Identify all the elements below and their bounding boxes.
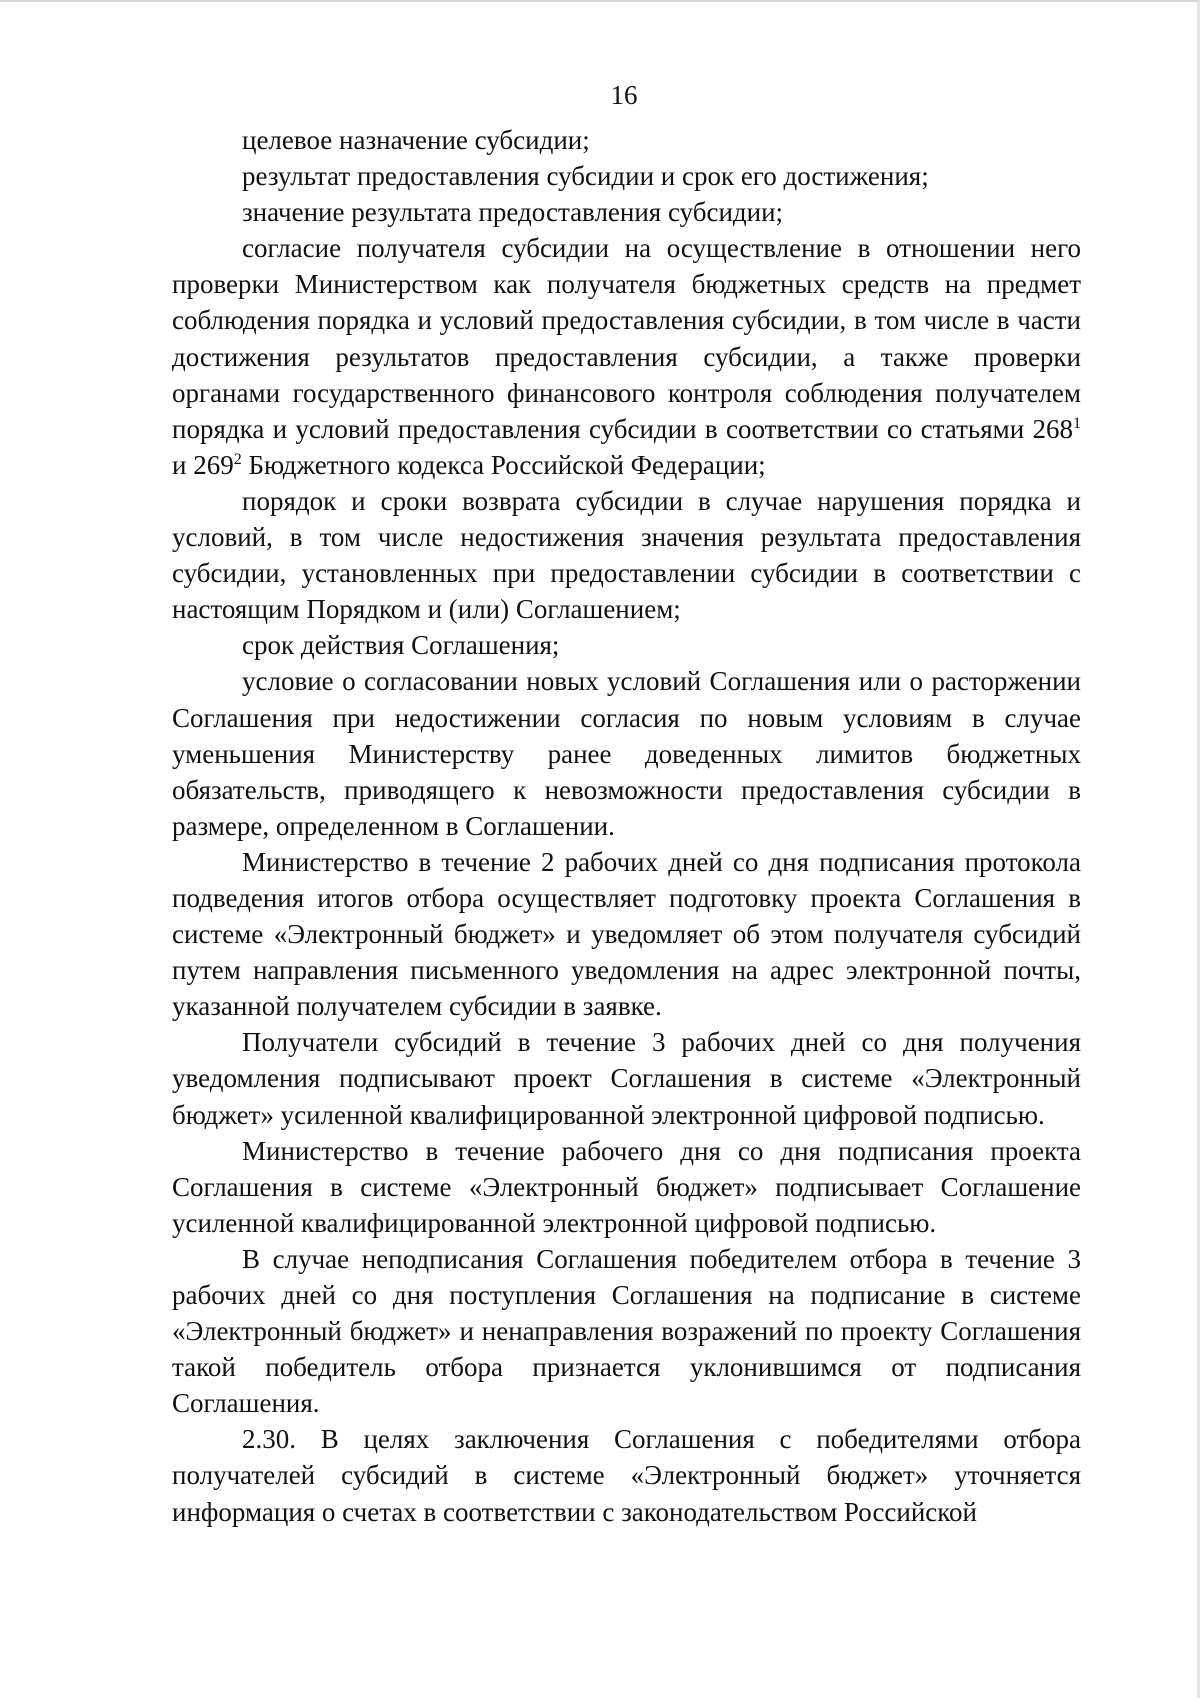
document-body bbox=[172, 122, 1081, 1530]
paragraph-target-purpose: целевое назначение субсидии; bbox=[242, 125, 590, 155]
paragraph-non-signing: В случае неподписания Соглашения победителем отбора в течение 3 рабочих дней со дня поступления Соглашения на подписание в системе «Электронный бюджет» и ненаправления возражений по проекту Соглашения такой победитель отбора признается уклонившимся от подписания Соглашения. bbox=[172, 1243, 1081, 1419]
paragraph-ministry-preparation: Министерство в течение 2 рабочих дней со дня подписания протокола подведения итогов отбора осуществляет подготовку проекта Соглашения в системе «Электронный бюджет» и уведомляет об этом получателя субсидий путем направления письменного уведомления на адрес электронной почты, указанной получателем субсидии в заявке. bbox=[172, 846, 1081, 1022]
paragraph-consent-to-audit bbox=[172, 230, 1081, 483]
page-number: 16 bbox=[610, 80, 638, 110]
paragraph-agreement-term: срок действия Соглашения; bbox=[242, 630, 560, 661]
paragraph-recipients-signing: Получатели субсидий в течение 3 рабочих дней со дня получения уведомления подписывают проект Соглашения в системе «Электронный бюджет» усиленной квалифицированной электронной цифровой подписью. bbox=[172, 1027, 1081, 1130]
paragraph-result-and-deadline: результат предоставления субсидии и срок его достижения; bbox=[242, 161, 929, 192]
paragraph-new-conditions: условие о согласовании новых условий Соглашения или о расторжении Соглашения при недостижении согласия по новым условиям в случае уменьшения Министерству ранее доведенных лимитов бюджетных обязательств, приводящего к невозможности предоставления субсидии в размере, определенном в Соглашении. bbox=[172, 666, 1081, 841]
consent-text-middle: и 269 bbox=[172, 449, 234, 480]
paragraph-section-2-30: 2.30. В целях заключения Соглашения с победителями отбора получателей субсидий в системе «Электронный бюджет» уточняется информация о счетах в соответствии с законодательством Российской bbox=[172, 1424, 1081, 1527]
paragraph-refund-procedure: порядок и сроки возврата субсидии в случае нарушения порядка и условий, в том числе недостижения значения результата предоставления субсидии, установленных при предоставлении субсидии в соответствии с настоящим Порядком и (или) Соглашением; bbox=[172, 485, 1081, 625]
paragraph-result-value: значение результата предоставления субсидии; bbox=[242, 197, 784, 228]
paragraph-ministry-signing: Министерство в течение рабочего дня со дня подписания проекта Соглашения в системе «Электронный бюджет» подписывает Соглашение усиленной квалифицированной электронной цифровой подписью. bbox=[172, 1135, 1081, 1238]
consent-text-end: Бюджетного кодекса Российской Федерации; bbox=[241, 449, 766, 480]
superscript-1: 1 bbox=[1073, 414, 1081, 432]
consent-text-start: согласие получателя субсидии на осуществление в отношении него проверки Министерством как получателя бюджетных средств на предмет соблюдения порядка и условий предоставления субсидии, в том числе в части достижения результатов предоставления субсидии, а также проверки органами государственного финансового контроля соблюдения получателем порядка и условий предоставления субсидии в соответствии со статьями 268 bbox=[172, 233, 1081, 444]
superscript-2: 2 bbox=[233, 450, 242, 468]
scan-edge-top bbox=[0, 0, 1200, 2]
